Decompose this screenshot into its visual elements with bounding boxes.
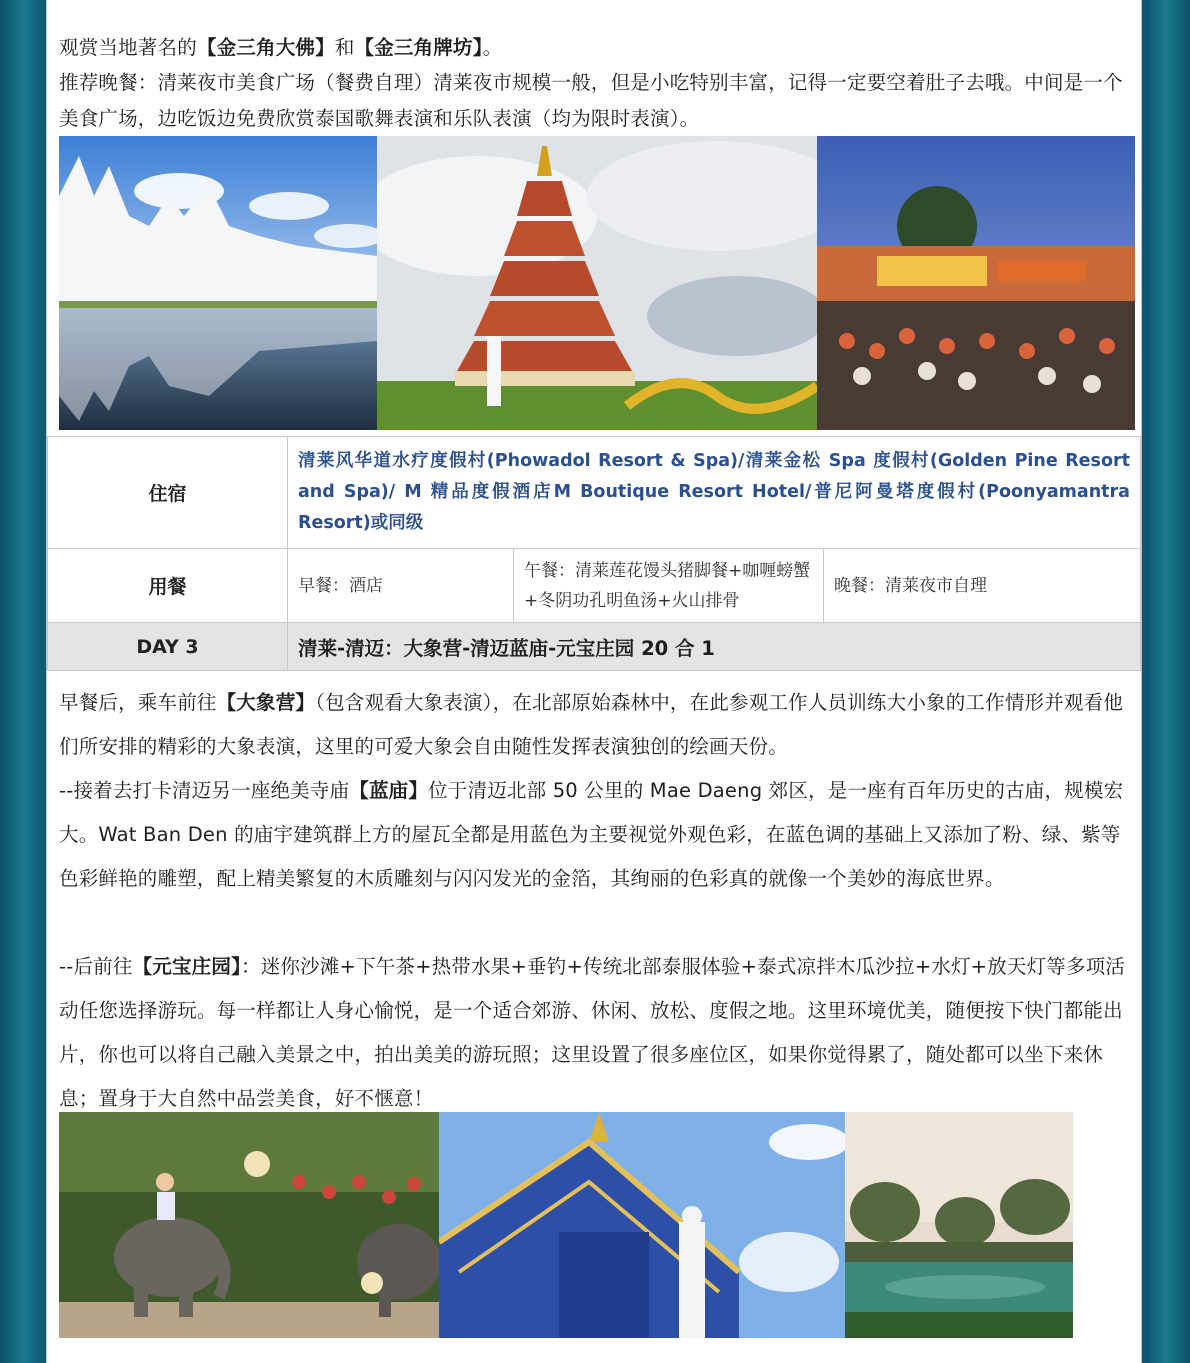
meal-label: 用餐 — [48, 549, 288, 623]
p2-text-rest: 位于清迈北部 50 公里的 Mae Daeng 郊区，是一座有百年历史的古庙，规模宏大。Wat Ban Den 的庙宇建筑群上方的屋瓦全都是用蓝色为主要视觉外观色彩，在蓝色调的基础上又添加了粉、绿、紫等色彩鲜艳的雕塑，配上精美繁复的木质雕刻与闪闪发光的金箔，其绚丽的色彩真的就像一个美妙的海底世界。 — [59, 779, 1124, 890]
lodging-row — [48, 437, 1141, 549]
elephant-camp-highlight: 【大象营】 — [216, 691, 316, 714]
dinner-recommendation: 推荐晚餐：清莱夜市美食广场（餐费自理）清莱夜市规模一般，但是小吃特别丰富，记得一定要空着肚子去哦。中间是一个美食广场，边吃饭边免费欣赏泰国歌舞表演和乐队表演（均为限时表演）。 — [59, 71, 1123, 130]
golden-arch-highlight: 【金三角牌坊】 — [354, 36, 483, 59]
intro-conj: 和 — [334, 36, 355, 59]
itinerary-page — [46, 0, 1142, 1363]
p2-text: --接着去打卡清迈另一座绝美寺庙 — [59, 779, 350, 802]
meal-row — [48, 549, 1141, 623]
day-label: DAY 3 — [48, 623, 288, 671]
white-temple-photo — [59, 136, 377, 430]
intro-text: 观赏当地著名的 — [59, 36, 197, 59]
p3-text: --后前往 — [59, 955, 133, 978]
day-header-row — [48, 623, 1141, 671]
lodging-hotels: 清莱风华道水疗度假村(Phowadol Resort & Spa)/清莱金松 Spa 度假村(Golden Pine Resort and Spa)/ M 精品度假酒店M Boutique Resort Hotel/普尼阿曼塔度假村(Poonyamantra Resort)或同级 — [288, 437, 1141, 549]
p1-text: 早餐后，乘车前往 — [59, 691, 217, 714]
breakfast-cell: 早餐：酒店 — [288, 549, 514, 623]
blue-temple-highlight: 【蓝庙】 — [349, 779, 429, 802]
golden-buddha-highlight: 【金三角大佛】 — [196, 36, 335, 59]
day3-blue-temple-paragraph — [59, 769, 1131, 901]
night-market-photo — [817, 136, 1135, 430]
yuanbao-manor-highlight: 【元宝庄园】 — [132, 955, 242, 978]
dinner-cell: 晚餐：清莱夜市自理 — [824, 549, 1141, 623]
pagoda-temple-photo — [377, 136, 817, 430]
lodging-label: 住宿 — [48, 437, 288, 549]
itinerary-table — [47, 436, 1141, 671]
day3-yuanbao-paragraph — [59, 945, 1131, 1121]
blue-temple-photo — [439, 1112, 845, 1338]
p3-text-rest: ：迷你沙滩+下午茶+热带水果+垂钓+传统北部泰服体验+泰式凉拌木瓜沙拉+水灯+放天灯等多项活动任您选择游玩。每一样都让人身心愉悦，是一个适合郊游、休闲、放松、度假之地。这里环境优美，随便按下快门都能出片，你也可以将自己融入美景之中，拍出美美的游玩照；这里设置了很多座位区，如果你觉得累了，随处都可以坐下来休息；置身于大自然中品尝美食，好不惬意！ — [59, 955, 1126, 1110]
lunch-cell: 午餐：清莱莲花馒头猪脚餐+咖喱螃蟹+冬阴功孔明鱼汤+火山排骨 — [514, 549, 824, 623]
day3-elephant-paragraph — [59, 681, 1131, 769]
p1-text-rest: （包含观看大象表演），在北部原始森林中，在此参观工作人员训练大小象的工作情形并观看他们所安排的精彩的大象表演，这里的可爱大象会自由随性发挥表演独创的绘画天份。 — [59, 691, 1124, 758]
elephant-show-photo — [59, 1112, 439, 1338]
intro-line — [59, 29, 1131, 66]
day-title: 清莱-清迈：大象营-清迈蓝庙-元宝庄园 20 合 1 — [288, 623, 1141, 671]
intro-end: 。 — [482, 36, 503, 59]
garden-pond-photo — [845, 1112, 1073, 1338]
